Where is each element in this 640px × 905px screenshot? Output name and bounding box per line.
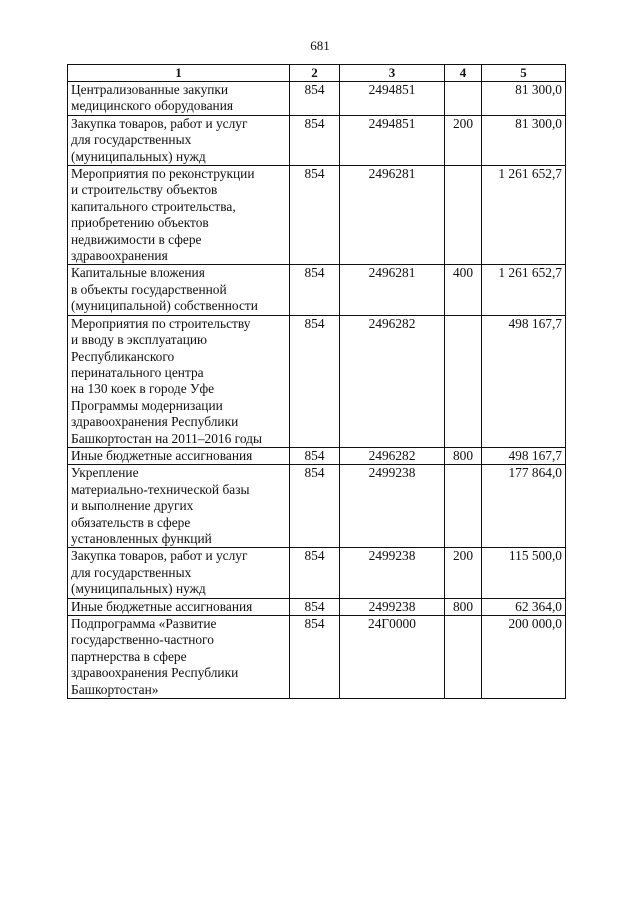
column-header: 2 [290,65,340,82]
row-name-cell: Подпрограмма «Развитие государственно-частного партнерства в сфере здравоохранения Республики Башкортостан» [68,616,290,699]
row-code-4-cell: 400 [445,265,482,315]
row-amount-cell: 200 000,0 [482,616,566,699]
row-amount-cell: 498 167,7 [482,447,566,464]
row-code-2-cell: 854 [290,447,340,464]
row-code-2-cell: 854 [290,598,340,615]
row-code-4-cell: 200 [445,115,482,165]
row-code-4-cell [445,315,482,447]
row-name-cell: Закупка товаров, работ и услуг для государственных (муниципальных) нужд [68,115,290,165]
row-name-cell: Капитальные вложения в объекты государственной (муниципальной) собственности [68,265,290,315]
row-amount-cell: 1 261 652,7 [482,265,566,315]
row-name-cell: Централизованные закупки медицинского оборудования [68,82,290,116]
table-row [68,166,566,265]
row-code-3-cell: 2496281 [340,166,445,265]
row-code-2-cell: 854 [290,82,340,116]
row-amount-cell: 81 300,0 [482,82,566,116]
table-row [68,447,566,464]
column-header: 4 [445,65,482,82]
row-code-4-cell: 800 [445,598,482,615]
column-header: 5 [482,65,566,82]
page-number: 681 [310,38,330,53]
row-code-2-cell: 854 [290,315,340,447]
table-row [68,548,566,598]
row-name-cell: Укрепление материально-технической базы и выполнение других обязательств в сфере установленных функций [68,465,290,548]
row-code-3-cell: 2496282 [340,447,445,464]
table-header-row [68,65,566,82]
column-header: 1 [68,65,290,82]
budget-table [67,64,566,699]
row-code-4-cell [445,465,482,548]
row-code-3-cell: 2499238 [340,598,445,615]
row-code-2-cell: 854 [290,616,340,699]
row-code-4-cell [445,616,482,699]
row-code-3-cell: 2494851 [340,82,445,116]
row-code-3-cell: 2496281 [340,265,445,315]
row-code-3-cell: 2496282 [340,315,445,447]
row-amount-cell: 62 364,0 [482,598,566,615]
table-row [68,315,566,447]
row-amount-cell: 81 300,0 [482,115,566,165]
row-code-3-cell: 2499238 [340,465,445,548]
row-name-cell: Иные бюджетные ассигнования [68,447,290,464]
row-amount-cell: 115 500,0 [482,548,566,598]
row-code-3-cell: 2494851 [340,115,445,165]
row-name-cell: Мероприятия по реконструкции и строительству объектов капитального строительства, приобретению объектов недвижимости в сфере здравоохранения [68,166,290,265]
row-code-3-cell: 24Г0000 [340,616,445,699]
table-row [68,115,566,165]
table-body [68,82,566,699]
row-code-2-cell: 854 [290,265,340,315]
table-row [68,82,566,116]
table-row [68,616,566,699]
row-code-2-cell: 854 [290,166,340,265]
row-amount-cell: 498 167,7 [482,315,566,447]
table-row [68,465,566,548]
row-amount-cell: 177 864,0 [482,465,566,548]
column-header: 3 [340,65,445,82]
row-code-2-cell: 854 [290,115,340,165]
table-row [68,265,566,315]
row-name-cell: Мероприятия по строительству и вводу в эксплуатацию Республиканского перинатального центра на 130 коек в городе Уфе Программы модернизации здравоохранения Республики Башкортостан на 2011–2016 годы [68,315,290,447]
row-code-2-cell: 854 [290,548,340,598]
row-name-cell: Иные бюджетные ассигнования [68,598,290,615]
row-name-cell: Закупка товаров, работ и услуг для государственных (муниципальных) нужд [68,548,290,598]
row-code-4-cell [445,82,482,116]
row-code-4-cell: 200 [445,548,482,598]
table-row [68,598,566,615]
row-code-2-cell: 854 [290,465,340,548]
row-code-4-cell: 800 [445,447,482,464]
row-amount-cell: 1 261 652,7 [482,166,566,265]
row-code-3-cell: 2499238 [340,548,445,598]
row-code-4-cell [445,166,482,265]
